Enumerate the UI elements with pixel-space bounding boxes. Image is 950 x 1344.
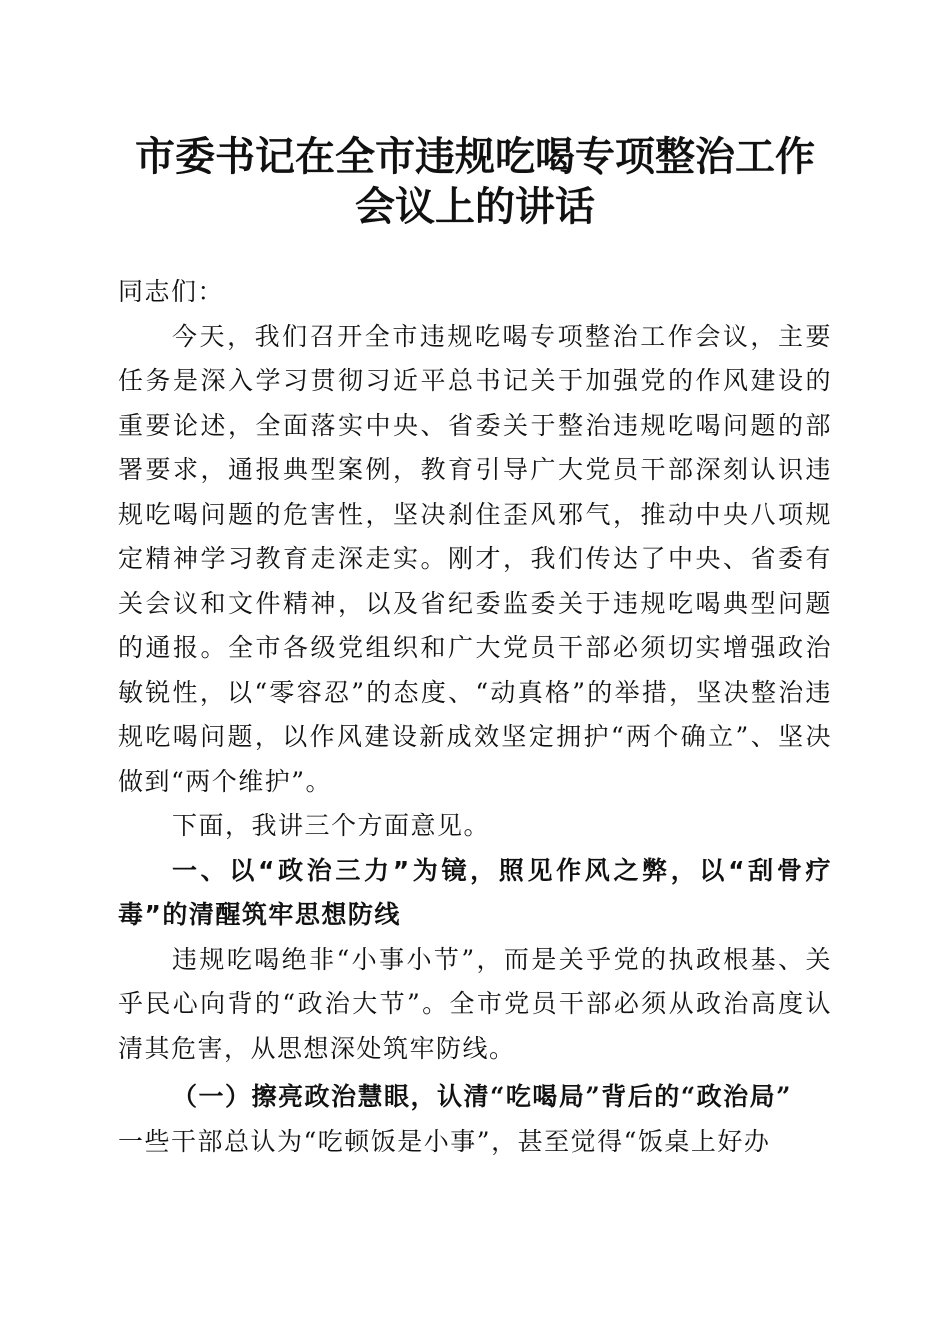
paragraph-outline: 下面，我讲三个方面意见。: [172, 811, 491, 840]
document-title: 市委书记在全市违规吃喝专项整治工作会议上的讲话: [135, 133, 815, 230]
subsection-heading-1: （一）擦亮政治慧眼，认清“吃喝局”背后的“政治局”: [172, 1082, 793, 1111]
paragraph-intro: 今天，我们召开全市违规吃喝专项整治工作会议，主要任务是深入学习贯彻习近平总书记关于加强党的作风建设的重要论述，全面落实中央、省委关于整治违规吃喝问题的部署要求，通报典型案例，教育引导广大党员干部深刻认识违规吃喝问题的危害性，坚决刹住歪风邪气，推动中央八项规定精神学习教育走深走实。刚才，我们传达了中央、省委有关会议和文件精神，以及省纪委监委关于违规吃喝典型问题的通报。全市各级党组织和广大党员干部必须切实增强政治敏锐性，以“零容忍”的态度、“动真格”的举措，坚决整治违规吃喝问题，以作风建设新成效坚定拥护“两个确立”、坚决做到“两个维护”。: [118, 321, 832, 796]
salutation: 同志们：: [118, 277, 225, 306]
paragraph-subsection1: 一些干部总认为“吃顿饭是小事”，甚至觉得“饭桌上好办: [118, 1126, 771, 1156]
paragraph-section1-intro: 违规吃喝绝非“小事小节”，而是关乎党的执政根基、关乎民心向背的“政治大节”。全市党员干部必须从政治高度认清其危害，从思想深处筑牢防线。: [118, 944, 832, 1063]
section-heading-1: 一、以“政治三力”为镜，照见作风之弊，以“刮骨疗毒”的清醒筑牢思想防线: [118, 855, 832, 929]
